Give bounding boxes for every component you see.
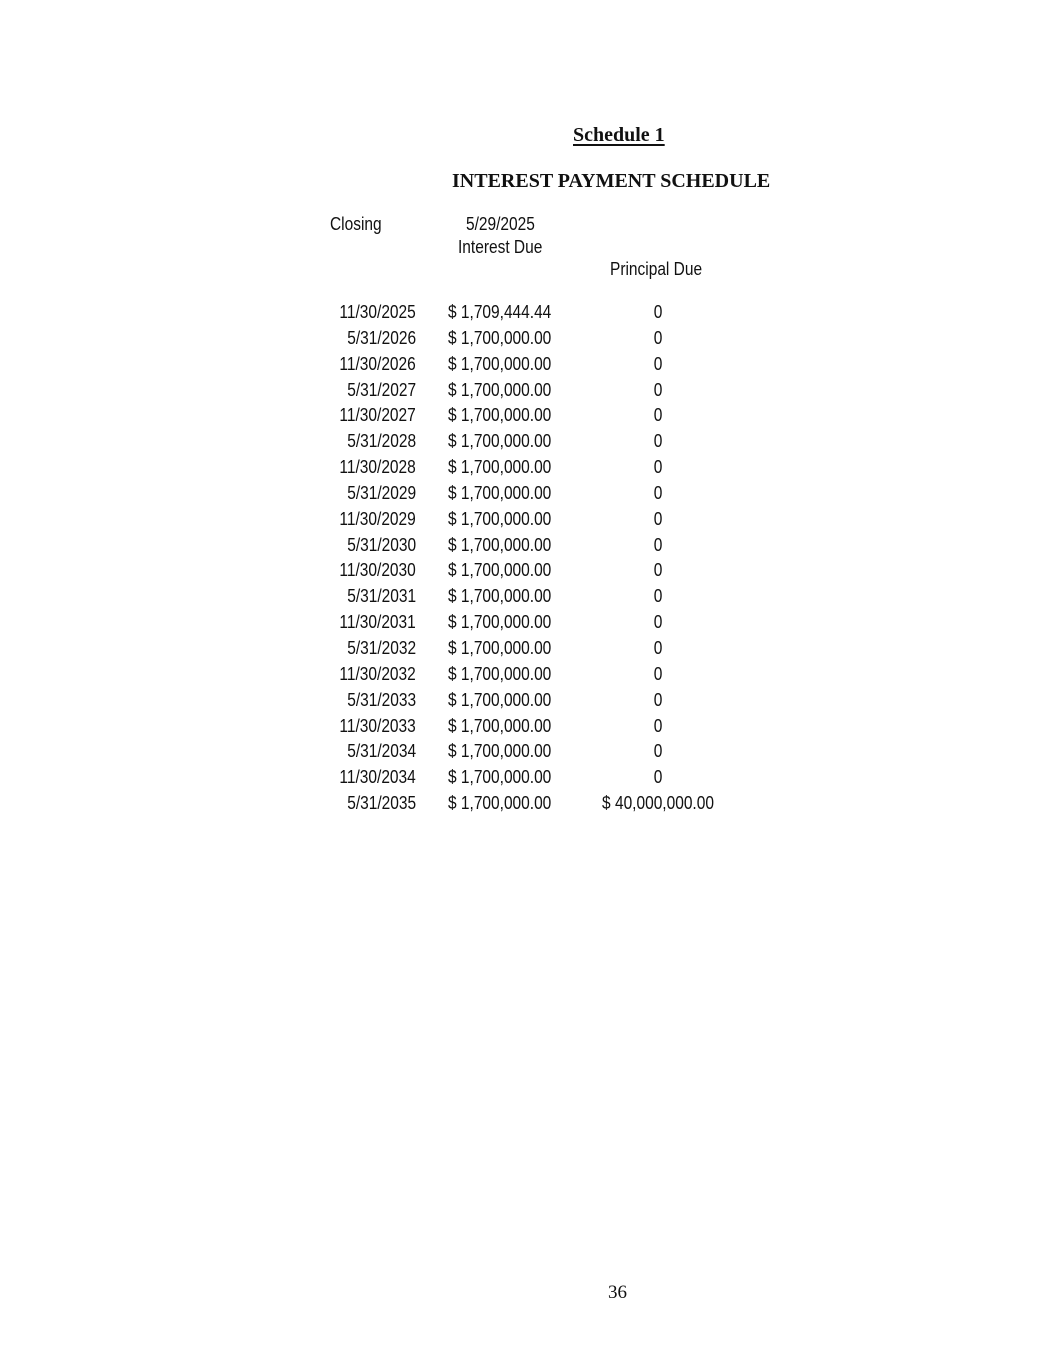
- payment-date-cell: 5/31/2028: [347, 431, 416, 452]
- interest-due-cell: $ 1,700,000.00: [448, 612, 552, 633]
- payment-date-cell: 11/30/2034: [339, 767, 416, 788]
- table-row: [320, 662, 740, 688]
- payment-date-cell: 11/30/2031: [339, 612, 416, 633]
- table-row: [320, 429, 740, 455]
- principal-due-header: Principal Due: [610, 259, 703, 279]
- principal-due-cell: 0: [653, 327, 663, 348]
- payment-date-cell: 11/30/2028: [339, 457, 416, 478]
- principal-due-cell: 0: [653, 612, 663, 633]
- principal-due-cell: 0: [653, 689, 663, 710]
- principal-due-cell: 0: [653, 663, 663, 684]
- payment-date-cell: 11/30/2030: [339, 560, 416, 581]
- table-row: [320, 610, 740, 636]
- interest-due-cell: $ 1,700,000.00: [448, 508, 552, 529]
- payment-date-cell: 11/30/2032: [339, 663, 416, 684]
- table-row: [320, 714, 740, 740]
- table-row: [320, 455, 740, 481]
- table-row: [320, 352, 740, 378]
- payment-date-cell: 11/30/2025: [339, 302, 416, 322]
- interest-due-cell: $ 1,700,000.00: [448, 663, 552, 684]
- table-row: [320, 739, 740, 765]
- payment-date-cell: 5/31/2032: [347, 637, 416, 658]
- principal-due-cell: $ 40,000,000.00: [602, 793, 714, 814]
- payment-schedule-table: [320, 300, 740, 817]
- principal-due-cell: 0: [653, 508, 663, 529]
- interest-due-cell: $ 1,700,000.00: [448, 353, 552, 374]
- table-row: [320, 378, 740, 404]
- interest-due-header: Interest Due: [458, 237, 543, 257]
- table-row: [320, 791, 740, 817]
- principal-due-cell: 0: [653, 379, 663, 400]
- principal-due-cell: 0: [653, 637, 663, 658]
- table-row: [320, 403, 740, 429]
- interest-due-cell: $ 1,700,000.00: [448, 405, 552, 426]
- payment-date-cell: 5/31/2034: [347, 741, 416, 762]
- principal-due-cell: 0: [653, 560, 663, 581]
- principal-due-cell: 0: [653, 767, 663, 788]
- payment-date-cell: 11/30/2029: [339, 508, 416, 529]
- principal-due-cell: 0: [653, 741, 663, 762]
- schedule-label: Schedule 1: [573, 124, 665, 146]
- principal-due-cell: 0: [653, 431, 663, 452]
- table-row: [320, 481, 740, 507]
- interest-due-cell: $ 1,700,000.00: [448, 637, 552, 658]
- table-row: [320, 558, 740, 584]
- interest-due-cell: $ 1,700,000.00: [448, 327, 552, 348]
- principal-due-cell: 0: [653, 586, 663, 607]
- interest-due-cell: $ 1,700,000.00: [448, 379, 552, 400]
- payment-date-cell: 5/31/2029: [347, 482, 416, 503]
- table-row: [320, 326, 740, 352]
- principal-due-cell: 0: [653, 715, 663, 736]
- interest-due-cell: $ 1,700,000.00: [448, 457, 552, 478]
- principal-due-cell: 0: [653, 353, 663, 374]
- payment-date-cell: 11/30/2033: [339, 715, 416, 736]
- payment-date-cell: 5/31/2031: [347, 586, 416, 607]
- interest-due-cell: $ 1,700,000.00: [448, 534, 552, 555]
- interest-due-cell: $ 1,709,444.44: [448, 302, 552, 322]
- interest-due-cell: $ 1,700,000.00: [448, 586, 552, 607]
- table-row: [320, 507, 740, 533]
- payment-date-cell: 11/30/2026: [339, 353, 416, 374]
- closing-date-header: 5/29/2025: [466, 214, 535, 234]
- principal-due-cell: 0: [653, 482, 663, 503]
- interest-due-cell: $ 1,700,000.00: [448, 767, 552, 788]
- table-row: [320, 765, 740, 791]
- principal-due-cell: 0: [653, 534, 663, 555]
- table-row: [320, 584, 740, 610]
- page-number: 36: [608, 1282, 627, 1303]
- payment-date-cell: 5/31/2035: [347, 793, 416, 814]
- interest-due-cell: $ 1,700,000.00: [448, 560, 552, 581]
- interest-due-cell: $ 1,700,000.00: [448, 482, 552, 503]
- table-row: [320, 300, 740, 326]
- page-title: INTEREST PAYMENT SCHEDULE: [452, 170, 771, 192]
- closing-header: Closing: [330, 214, 382, 234]
- payment-date-cell: 5/31/2027: [347, 379, 416, 400]
- interest-due-cell: $ 1,700,000.00: [448, 715, 552, 736]
- payment-date-cell: 5/31/2030: [347, 534, 416, 555]
- interest-due-cell: $ 1,700,000.00: [448, 431, 552, 452]
- interest-due-cell: $ 1,700,000.00: [448, 689, 552, 710]
- table-row: [320, 533, 740, 559]
- principal-due-cell: 0: [653, 457, 663, 478]
- principal-due-cell: 0: [653, 405, 663, 426]
- payment-date-cell: 11/30/2027: [339, 405, 416, 426]
- interest-due-cell: $ 1,700,000.00: [448, 793, 552, 814]
- payment-date-cell: 5/31/2033: [347, 689, 416, 710]
- interest-due-cell: $ 1,700,000.00: [448, 741, 552, 762]
- table-row: [320, 636, 740, 662]
- principal-due-cell: 0: [653, 302, 663, 322]
- table-row: [320, 688, 740, 714]
- payment-date-cell: 5/31/2026: [347, 327, 416, 348]
